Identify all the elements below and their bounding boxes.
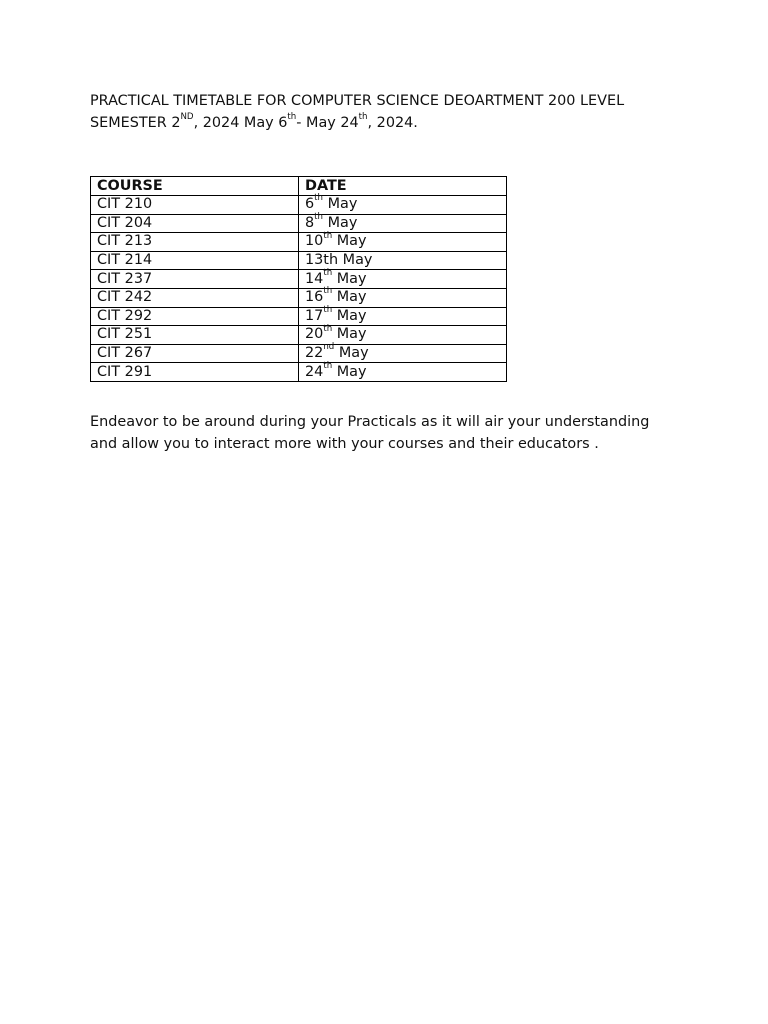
date-month: May [323,196,358,213]
date-ordinal-suffix: th [314,193,324,204]
course-cell: CIT 291 [91,363,299,382]
table-row [91,196,507,215]
title-start-date: , 2024 May 6 [193,114,288,131]
date-ordinal-suffix: th [323,323,333,334]
column-header-date: DATE [299,177,507,196]
course-cell: CIT 204 [91,214,299,233]
table-header-row [91,177,507,196]
date-month: May [332,307,367,324]
course-cell: CIT 242 [91,288,299,307]
instruction-note [90,412,710,455]
date-cell [299,193,507,215]
date-cell [299,230,507,252]
date-ordinal-suffix: th [323,267,333,278]
date-day: 20 [305,326,324,343]
table-row [91,307,507,326]
date-day: 14 [305,270,324,287]
title-year: , 2024. [367,114,418,131]
note-line-1: Endeavor to be around during your Practicals as it will air your understanding [90,414,650,430]
date-day: 13th May [305,252,373,269]
title-superscript-th-2: th [358,111,368,122]
course-cell: CIT 292 [91,307,299,326]
date-ordinal-suffix: th [314,211,324,222]
table-row [91,326,507,345]
course-cell: CIT 267 [91,344,299,363]
date-ordinal-suffix: th [323,286,333,297]
column-header-course: COURSE [91,177,299,196]
title-semester-text: SEMESTER 2 [90,114,181,131]
date-day: 24 [305,363,324,380]
date-day: 17 [305,307,324,324]
date-ordinal-suffix: nd [323,342,335,353]
date-day: 16 [305,289,324,306]
course-cell: CIT 213 [91,233,299,252]
date-month: May [332,270,367,287]
date-month: May [332,363,367,380]
course-cell: CIT 210 [91,196,299,215]
date-month: May [332,233,367,250]
table-body [91,193,507,382]
table-row [91,233,507,252]
title-superscript-nd: ND [180,111,194,122]
course-cell: CIT 237 [91,270,299,289]
date-ordinal-suffix: th [323,230,333,241]
date-cell [299,211,507,233]
date-day: 10 [305,233,324,250]
document-title [90,91,710,134]
note-line-2: and allow you to interact more with your courses and their educators . [90,435,599,452]
table-row [91,344,507,363]
timetable [90,176,507,382]
date-month: May [332,289,367,306]
title-line-2 [90,111,418,131]
table-row [91,270,507,289]
date-day: 22 [305,345,324,362]
date-day: 6 [305,196,315,213]
date-month: May [332,326,367,343]
date-ordinal-suffix: th [323,360,333,371]
course-cell: CIT 251 [91,326,299,345]
title-end-date: - May 24 [296,114,359,131]
date-ordinal-suffix: th [323,304,333,315]
table-row [91,363,507,382]
table-row [91,251,507,270]
date-day: 8 [305,214,315,231]
title-line-1: PRACTICAL TIMETABLE FOR COMPUTER SCIENCE DEOARTMENT 200 LEVEL [90,93,625,109]
date-month: May [323,214,358,231]
date-cell [299,360,507,382]
course-cell: CIT 214 [91,251,299,270]
date-month: May [334,345,369,362]
title-superscript-th-1: th [287,111,297,122]
table-row [91,214,507,233]
date-cell [299,304,507,326]
table-row [91,288,507,307]
